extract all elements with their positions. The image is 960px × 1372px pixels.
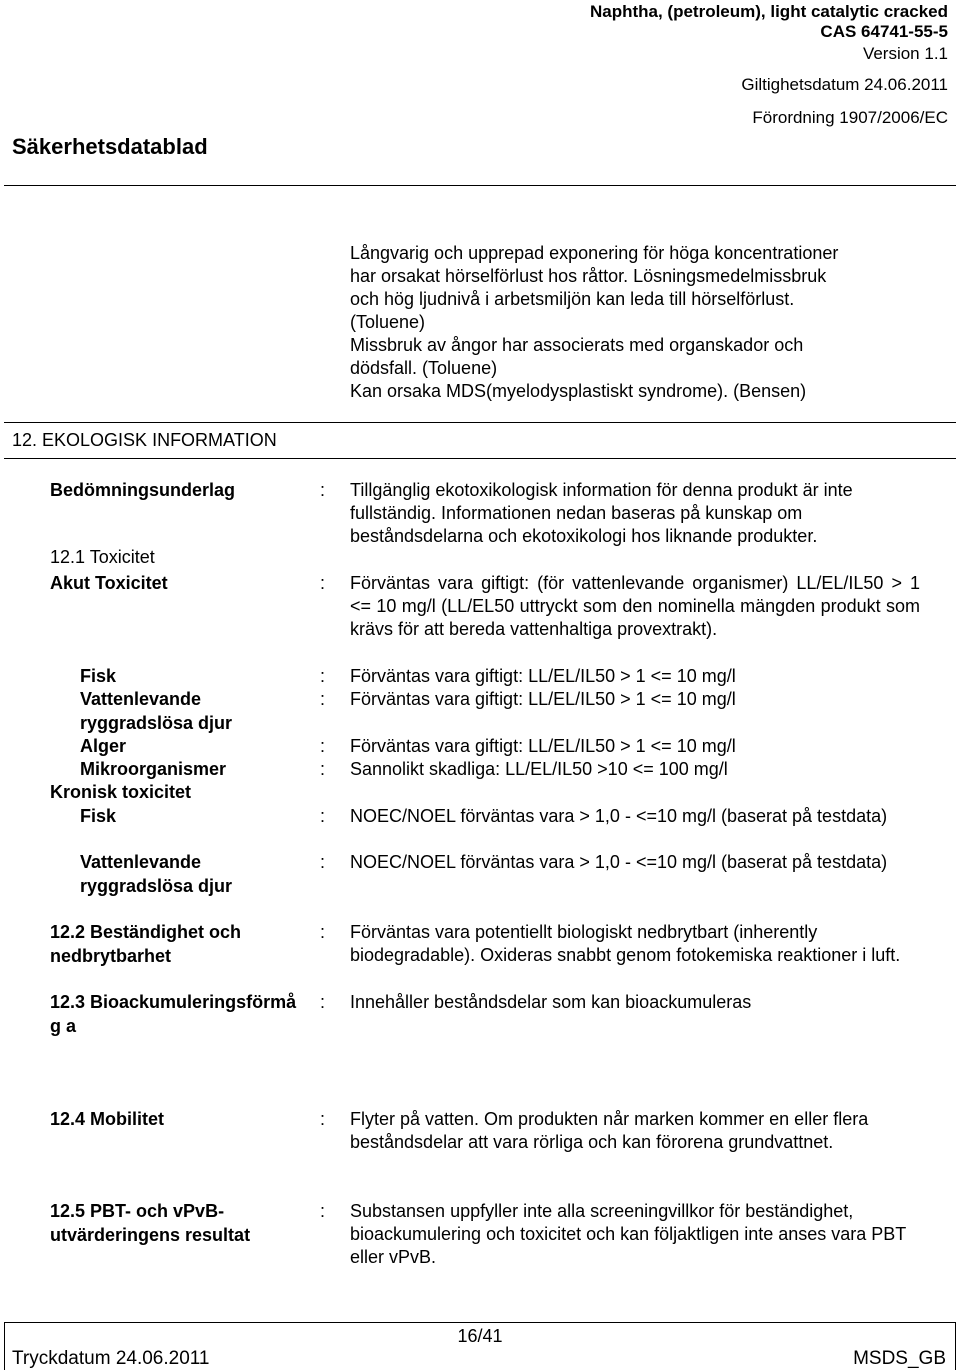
intro-line: har orsakat hörselförlust hos råttor. Lösningsmedelmissbruk: [350, 266, 827, 286]
document-code: MSDS_GB: [853, 1348, 946, 1369]
colon: :: [320, 759, 326, 779]
label-akut-mikroorganismer: Mikroorganismer: [80, 759, 227, 779]
colon: :: [320, 1109, 326, 1129]
label-pbt: 12.5 PBT- och vPvB-utvärderingens resultat: [50, 1201, 251, 1245]
colon: :: [320, 1201, 326, 1221]
label-akut-alger: Alger: [80, 736, 127, 756]
label-akut-fisk: Fisk: [80, 666, 117, 686]
value-akut-vattenlevande: Förväntas vara giftigt: LL/EL/IL50 > 1 <= 10 mg/l: [350, 689, 736, 709]
label-bedomningsunderlag: Bedömningsunderlag: [50, 480, 236, 500]
cas-number: CAS 64741-55-5: [820, 22, 948, 41]
colon: :: [320, 922, 326, 942]
intro-line: Långvarig och upprepad exponering för höga koncentrationer: [350, 243, 839, 263]
heading-toxicitet: 12.1 Toxicitet: [50, 547, 155, 567]
label-bestandighet: 12.2 Beständighet och nedbrytbarhet: [50, 922, 242, 966]
intro-line: och hög ljudnivå i arbetsmiljön kan leda till hörselförlust.: [350, 289, 795, 309]
value-akut-toxicitet: Förväntas vara giftigt: (för vattenlevande organismer) LL/EL/IL50 > 1 <= 10 mg/l (LL/EL50 uttryckt som den nominella mängden produkt som krävs för att bereda vattenhaltiga provextrakt).: [350, 573, 920, 639]
intro-line: (Toluene): [350, 312, 426, 332]
colon: :: [320, 992, 326, 1012]
value-mobilitet: Flyter på vatten. Om produkten når marken kommer en eller flera beståndsdelar att vara rörliga och kan förorena grundvattnet.: [350, 1109, 869, 1152]
value-bestandighet: Förväntas vara potentiellt biologiskt nedbrytbart (inherently biodegradable). Oxideras snabbt genom fotokemiska reaktioner i luft.: [350, 922, 901, 965]
label-akut-vattenlevande: Vattenlevande ryggradslösa djur: [80, 689, 233, 733]
intro-line: Kan orsaka MDS(myelodysplastiskt syndrome). (Bensen): [350, 381, 807, 401]
section-divider-top: [4, 422, 956, 423]
label-mobilitet: 12.4 Mobilitet: [50, 1109, 165, 1129]
section-divider-bottom: [4, 458, 956, 459]
colon: :: [320, 806, 326, 826]
value-bioackumulering: Innehåller beståndsdelar som kan bioackumuleras: [350, 992, 752, 1012]
header-divider: [4, 185, 956, 186]
colon: :: [320, 480, 326, 500]
colon: :: [320, 573, 326, 593]
section-title: 12. EKOLOGISK INFORMATION: [12, 430, 277, 450]
intro-paragraph: [350, 242, 920, 403]
value-kronisk-fisk: NOEC/NOEL förväntas vara > 1,0 - <=10 mg/l (baserat på testdata): [350, 806, 888, 826]
heading-kronisk-toxicitet: Kronisk toxicitet: [50, 782, 192, 802]
intro-line: Missbruk av ångor har associerats med organskador och: [350, 335, 804, 355]
validity-date: Giltighetsdatum 24.06.2011: [741, 75, 948, 94]
footer-divider: [4, 1322, 956, 1323]
label-kronisk-fisk: Fisk: [80, 806, 117, 826]
value-akut-alger: Förväntas vara giftigt: LL/EL/IL50 > 1 <= 10 mg/l: [350, 736, 736, 756]
value-bedomningsunderlag: Tillgänglig ekotoxikologisk information för denna produkt är inte fullständig. Informationen nedan baseras på kunskap om beståndsdelarna och ekotoxikologi hos liknande produkter.: [350, 480, 853, 546]
colon: :: [320, 666, 326, 686]
value-pbt: Substansen uppfyller inte alla screeningvillkor för beständighet, bioackumulering och toxicitet och kan följaktligen inte anses vara PBT eller vPvB.: [350, 1201, 906, 1267]
intro-line: dödsfall. (Toluene): [350, 358, 498, 378]
label-akut-toxicitet: Akut Toxicitet: [50, 573, 168, 593]
print-date: Tryckdatum 24.06.2011: [12, 1348, 210, 1369]
label-bioackumulering: 12.3 Bioackumuleringsförmåg a: [50, 992, 297, 1036]
value-kronisk-vattenlevande: NOEC/NOEL förväntas vara > 1,0 - <=10 mg/l (baserat på testdata): [350, 852, 888, 872]
regulation: Förordning 1907/2006/EC: [752, 108, 948, 127]
colon: :: [320, 852, 326, 872]
product-name: Naphtha, (petroleum), light catalytic cracked: [589, 2, 948, 21]
page-number: 16/41: [457, 1326, 503, 1346]
version: Version 1.1: [862, 44, 948, 63]
value-akut-fisk: Förväntas vara giftigt: LL/EL/IL50 > 1 <= 10 mg/l: [350, 666, 736, 686]
document-title: Säkerhetsdatablad: [12, 134, 208, 159]
label-kronisk-vattenlevande: Vattenlevande ryggradslösa djur: [80, 852, 233, 896]
value-akut-mikroorganismer: Sannolikt skadliga: LL/EL/IL50 >10 <= 100 mg/l: [350, 759, 728, 779]
colon: :: [320, 736, 326, 756]
colon: :: [320, 689, 326, 709]
